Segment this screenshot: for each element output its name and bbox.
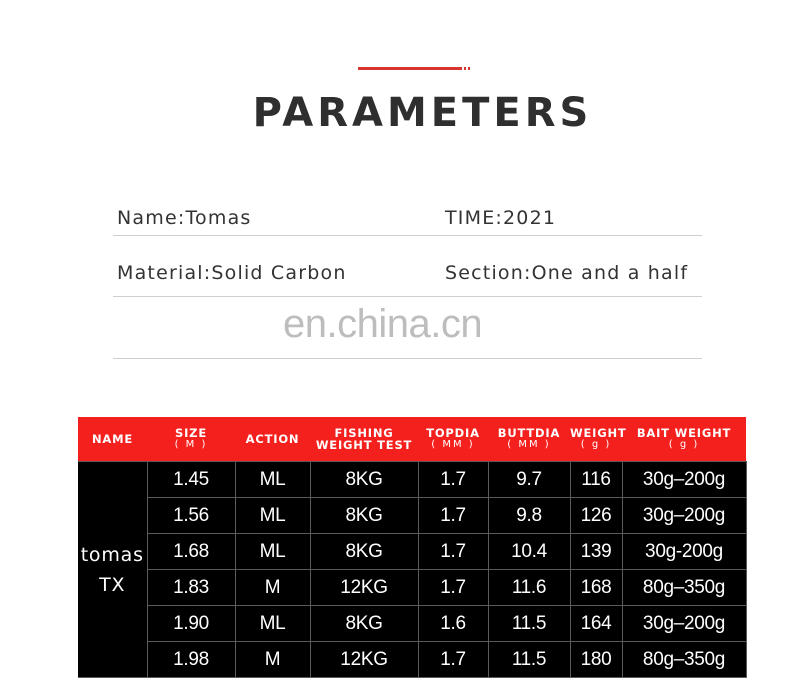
bait-weight-cell: 80g–350g bbox=[622, 642, 746, 678]
model-series: TX bbox=[99, 573, 126, 596]
action-cell: M bbox=[235, 570, 310, 606]
parameters-table bbox=[78, 417, 747, 678]
action-cell: ML bbox=[235, 498, 310, 534]
size-cell: 1.68 bbox=[147, 534, 235, 570]
header-weight: WEIGHT ( g ) bbox=[570, 417, 622, 462]
table-header-row bbox=[78, 417, 746, 462]
info-name: Name:Tomas bbox=[117, 207, 252, 229]
topdia-cell: 1.7 bbox=[418, 642, 488, 678]
action-cell: ML bbox=[235, 606, 310, 642]
action-cell: M bbox=[235, 642, 310, 678]
fishing-weight-cell: 8KG bbox=[310, 606, 418, 642]
model-name-cell bbox=[78, 462, 147, 678]
info-divider bbox=[113, 358, 702, 359]
bait-weight-cell: 30g-200g bbox=[622, 534, 746, 570]
size-cell: 1.83 bbox=[147, 570, 235, 606]
weight-cell: 116 bbox=[570, 462, 622, 498]
header-size: SIZE ( M ) bbox=[147, 417, 235, 462]
table-row bbox=[78, 642, 746, 678]
info-section: Section:One and a half bbox=[445, 262, 689, 284]
bait-weight-cell: 30g–200g bbox=[622, 462, 746, 498]
title-decoration-line bbox=[358, 67, 462, 70]
header-topdia: TOPDIA ( MM ) bbox=[418, 417, 488, 462]
header-buttdia: BUTTDIA ( MM ) bbox=[488, 417, 570, 462]
model-name: tomas bbox=[80, 543, 144, 566]
info-material: Material:Solid Carbon bbox=[117, 262, 347, 284]
fishing-weight-cell: 8KG bbox=[310, 498, 418, 534]
action-cell: ML bbox=[235, 534, 310, 570]
table-row bbox=[78, 534, 746, 570]
fishing-weight-cell: 8KG bbox=[310, 534, 418, 570]
fishing-weight-cell: 12KG bbox=[310, 642, 418, 678]
fishing-weight-cell: 12KG bbox=[310, 570, 418, 606]
size-cell: 1.56 bbox=[147, 498, 235, 534]
action-cell: ML bbox=[235, 462, 310, 498]
topdia-cell: 1.7 bbox=[418, 462, 488, 498]
topdia-cell: 1.7 bbox=[418, 534, 488, 570]
buttdia-cell: 11.6 bbox=[488, 570, 570, 606]
buttdia-cell: 10.4 bbox=[488, 534, 570, 570]
bait-weight-cell: 80g–350g bbox=[622, 570, 746, 606]
header-name: NAME bbox=[78, 417, 147, 462]
buttdia-cell: 9.8 bbox=[488, 498, 570, 534]
header-action: ACTION bbox=[235, 417, 310, 462]
weight-cell: 164 bbox=[570, 606, 622, 642]
topdia-cell: 1.6 bbox=[418, 606, 488, 642]
weight-cell: 126 bbox=[570, 498, 622, 534]
buttdia-cell: 11.5 bbox=[488, 642, 570, 678]
fishing-weight-cell: 8KG bbox=[310, 462, 418, 498]
buttdia-cell: 11.5 bbox=[488, 606, 570, 642]
bait-weight-cell: 30g–200g bbox=[622, 498, 746, 534]
info-divider bbox=[113, 296, 702, 297]
bait-weight-cell: 30g–200g bbox=[622, 606, 746, 642]
info-divider bbox=[113, 235, 702, 236]
table-row bbox=[78, 606, 746, 642]
title-decoration-dots bbox=[464, 67, 472, 70]
table-row bbox=[78, 462, 746, 498]
topdia-cell: 1.7 bbox=[418, 498, 488, 534]
info-time: TIME:2021 bbox=[445, 207, 557, 229]
page-title: PARAMETERS bbox=[252, 90, 593, 136]
weight-cell: 139 bbox=[570, 534, 622, 570]
header-bait-weight: BAIT WEIGHT ( g ) bbox=[622, 417, 746, 462]
size-cell: 1.45 bbox=[147, 462, 235, 498]
table-row bbox=[78, 570, 746, 606]
buttdia-cell: 9.7 bbox=[488, 462, 570, 498]
size-cell: 1.98 bbox=[147, 642, 235, 678]
table-row bbox=[78, 498, 746, 534]
weight-cell: 168 bbox=[570, 570, 622, 606]
topdia-cell: 1.7 bbox=[418, 570, 488, 606]
header-fishing-weight: FISHING WEIGHT TEST bbox=[310, 417, 418, 462]
watermark: en.china.cn bbox=[283, 302, 483, 346]
weight-cell: 180 bbox=[570, 642, 622, 678]
size-cell: 1.90 bbox=[147, 606, 235, 642]
